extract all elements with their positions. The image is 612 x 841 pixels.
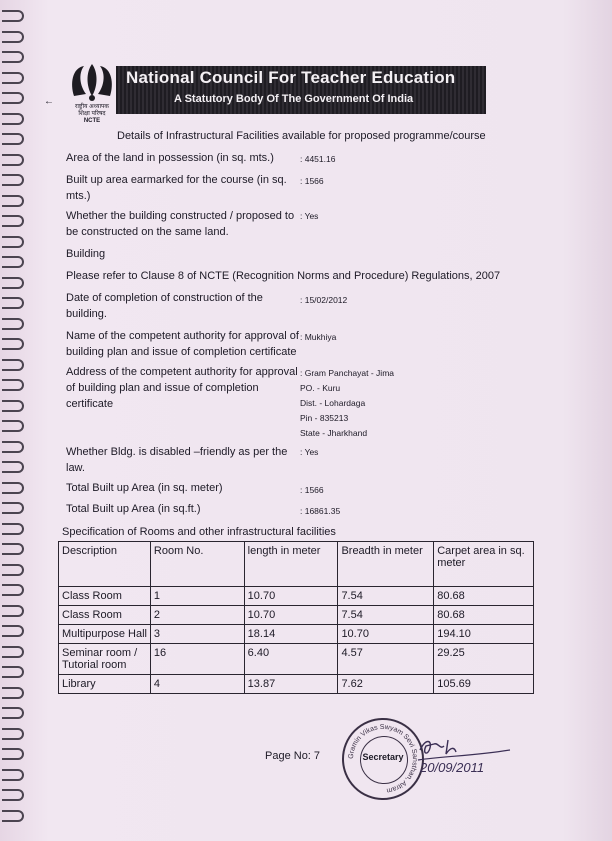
svg-text:20/09/2011: 20/09/2011 xyxy=(420,760,485,775)
address-line: : Gram Panchayat - Jima xyxy=(300,368,395,378)
table-cell: Class Room xyxy=(59,587,151,606)
spiral-loop xyxy=(2,256,24,268)
field-label: Total Built up Area (in sq. meter) xyxy=(66,482,223,494)
column-header: Carpet area in sq. meter xyxy=(434,542,534,587)
table-cell: 7.54 xyxy=(338,587,434,606)
table-cell: 2 xyxy=(150,606,244,625)
spiral-loop xyxy=(2,379,24,391)
spiral-loop xyxy=(2,318,24,330)
spiral-loop xyxy=(2,338,24,350)
spiral-loop xyxy=(2,461,24,473)
logo-caption-hindi: राष्ट्रीय अध्यापक शिक्षा परिषद xyxy=(74,104,110,117)
spiral-loop xyxy=(2,687,24,699)
secretary-stamp xyxy=(342,718,424,800)
logo-caption-ncte: NCTE xyxy=(83,118,101,124)
table-cell: Class Room xyxy=(59,606,151,625)
spiral-loop xyxy=(2,707,24,719)
column-header: length in meter xyxy=(244,542,338,587)
field-value: : Yes xyxy=(300,447,319,457)
address-line: Dist. - Lohardaga xyxy=(300,398,366,408)
spiral-loop xyxy=(2,215,24,227)
table-cell: 10.70 xyxy=(244,587,338,606)
field-label: Whether Bldg. is disabled –friendly as per the law. xyxy=(66,446,288,474)
table-row xyxy=(59,625,534,644)
address-line: PO. - Kuru xyxy=(300,383,341,393)
svg-text:Gramin Vikas Swyam Sevi Sansth: Gramin Vikas Swyam Sevi Sansthan, Aitram xyxy=(347,723,419,794)
field-value: : 16861.35 xyxy=(300,506,341,516)
header-subtitle: A Statutory Body Of The Government Of India xyxy=(174,93,414,105)
spiral-loop xyxy=(2,51,24,63)
table-cell: 13.87 xyxy=(244,675,338,694)
spiral-loop xyxy=(2,195,24,207)
table-row xyxy=(59,587,534,606)
address-line: Pin - 835213 xyxy=(300,413,349,423)
spiral-loop xyxy=(2,236,24,248)
spiral-loop xyxy=(2,728,24,740)
spiral-loop xyxy=(2,113,24,125)
spiral-loop xyxy=(2,297,24,309)
table-cell: 18.14 xyxy=(244,625,338,644)
field-label: Total Built up Area (in sq.ft.) xyxy=(66,503,201,515)
table-cell: 3 xyxy=(150,625,244,644)
ncte-logo xyxy=(68,60,116,124)
spiral-loop xyxy=(2,625,24,637)
field-value: : 15/02/2012 xyxy=(300,295,348,305)
stamp-center-text: Secretary xyxy=(362,752,404,762)
page-number: Page No: 7 xyxy=(265,750,321,762)
table-cell: 4.57 xyxy=(338,644,434,675)
spiral-loop xyxy=(2,605,24,617)
spiral-loop xyxy=(2,543,24,555)
spiral-loop xyxy=(2,277,24,289)
table-cell: 80.68 xyxy=(434,606,534,625)
column-header: Breadth in meter xyxy=(338,542,434,587)
building-heading: Building xyxy=(66,248,106,260)
spiral-loop xyxy=(2,584,24,596)
field-label: Area of the land in possession (in sq. mts.) xyxy=(66,152,274,164)
spiral-loop xyxy=(2,646,24,658)
table-row xyxy=(59,675,534,694)
table-cell: 10.70 xyxy=(244,606,338,625)
spiral-loop xyxy=(2,420,24,432)
spiral-loop xyxy=(2,400,24,412)
spiral-loop xyxy=(2,482,24,494)
table-cell: 4 xyxy=(150,675,244,694)
spiral-loop xyxy=(2,502,24,514)
spiral-loop xyxy=(2,748,24,760)
table-caption: Specification of Rooms and other infrastructural facilities xyxy=(62,526,336,538)
table-cell: 7.62 xyxy=(338,675,434,694)
table-cell: 105.69 xyxy=(434,675,534,694)
table-cell: Library xyxy=(59,675,151,694)
table-cell: 1 xyxy=(150,587,244,606)
table-cell: Seminar room / Tutorial room xyxy=(59,644,151,675)
field-label: Whether the building constructed / proposed to be constructed on the same land. xyxy=(66,210,295,238)
field-value: : Mukhiya xyxy=(300,332,337,342)
table-row xyxy=(59,644,534,675)
field-label: Name of the competent authority for approval of building plan and issue of completion certificate xyxy=(66,330,299,358)
spiral-loop xyxy=(2,359,24,371)
spiral-loop xyxy=(2,31,24,43)
spiral-loop xyxy=(2,92,24,104)
header-banner xyxy=(116,66,486,114)
spiral-loop xyxy=(2,666,24,678)
table-cell: 10.70 xyxy=(338,625,434,644)
table-cell: 6.40 xyxy=(244,644,338,675)
field-label: Date of completion of construction of the building. xyxy=(66,292,263,320)
table-cell: 80.68 xyxy=(434,587,534,606)
header-title: National Council For Teacher Education xyxy=(126,68,456,87)
spiral-loop xyxy=(2,789,24,801)
field-value: : 4451.16 xyxy=(300,154,336,164)
handwritten-signature xyxy=(414,730,524,780)
table-cell: Multipurpose Hall xyxy=(59,625,151,644)
table-cell: 7.54 xyxy=(338,606,434,625)
field-label: Built up area earmarked for the course (in sq. mts.) xyxy=(66,174,287,202)
document-heading: Details of Infrastructural Facilities available for proposed programme/course xyxy=(117,130,486,142)
spiral-loop xyxy=(2,154,24,166)
spiral-loop xyxy=(2,564,24,576)
table-cell: 29.25 xyxy=(434,644,534,675)
spiral-loop xyxy=(2,133,24,145)
field-value: : Yes xyxy=(300,211,319,221)
spiral-loop xyxy=(2,523,24,535)
spiral-binding xyxy=(0,10,26,840)
column-header: Room No. xyxy=(150,542,244,587)
address-line: State - Jharkhand xyxy=(300,428,368,438)
clause-note: Please refer to Clause 8 of NCTE (Recognition Norms and Procedure) Regulations, 2007 xyxy=(66,270,501,282)
spiral-loop xyxy=(2,10,24,22)
rooms-table xyxy=(58,541,534,694)
table-header-row xyxy=(59,542,534,587)
margin-mark: ← xyxy=(44,96,54,107)
table-row xyxy=(59,606,534,625)
ncte-header xyxy=(68,60,486,124)
table-cell: 16 xyxy=(150,644,244,675)
field-value: : 1566 xyxy=(300,176,324,186)
spiral-loop xyxy=(2,72,24,84)
table-cell: 194.10 xyxy=(434,625,534,644)
field-value: : 1566 xyxy=(300,485,324,495)
spiral-loop xyxy=(2,769,24,781)
spiral-loop xyxy=(2,810,24,822)
column-header: Description xyxy=(59,542,151,587)
field-label: Address of the competent authority for approval of building plan and issue of completion certificate xyxy=(66,366,298,410)
spiral-loop xyxy=(2,441,24,453)
spiral-loop xyxy=(2,174,24,186)
